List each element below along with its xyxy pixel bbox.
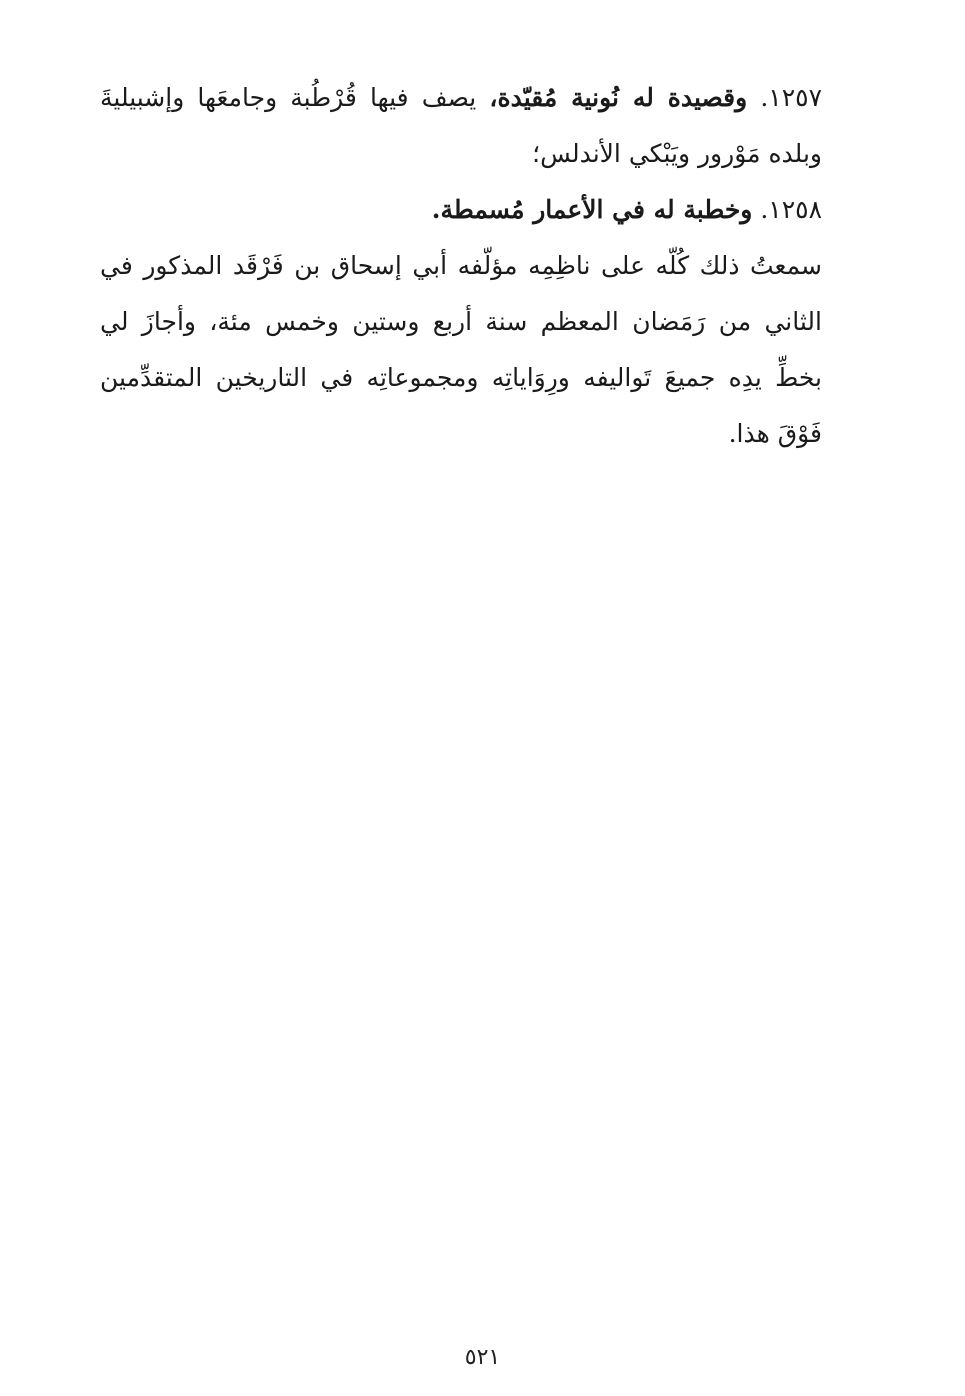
main-text xyxy=(100,70,822,462)
entry-1257 xyxy=(100,70,822,182)
page-number: ٥٢١ xyxy=(464,1345,501,1370)
entry-number: ١٢٥٨. xyxy=(760,195,822,224)
entry-title: وقصيدة له نُونية مُقيّدة، xyxy=(489,83,748,112)
colophon-note: سمعتُ ذلك كُلّه على ناظِمِه مؤلّفه أبي إسحاق بن فَرْقَد المذكور في الثاني من رَمَضان المعظم سنة أربع وستين وخمس مئة، وأجازَ لي بخطِّ يدِه جميعَ تَواليفه ورِوَاياتِه ومجموعاتِه في التاريخين المتقدِّمين فَوْقَ هذا. xyxy=(100,251,822,448)
entry-title: وخطبة له في الأعمار مُسمطة. xyxy=(431,195,753,224)
entry-1258 xyxy=(100,182,822,238)
entry-number: ١٢٥٧. xyxy=(760,83,823,112)
entry-body: يصف فيها قُرْطُبة وجامعَها وإشبيليةَ وبلده مَوْرور ويَبْكي الأندلس؛ xyxy=(100,83,822,168)
